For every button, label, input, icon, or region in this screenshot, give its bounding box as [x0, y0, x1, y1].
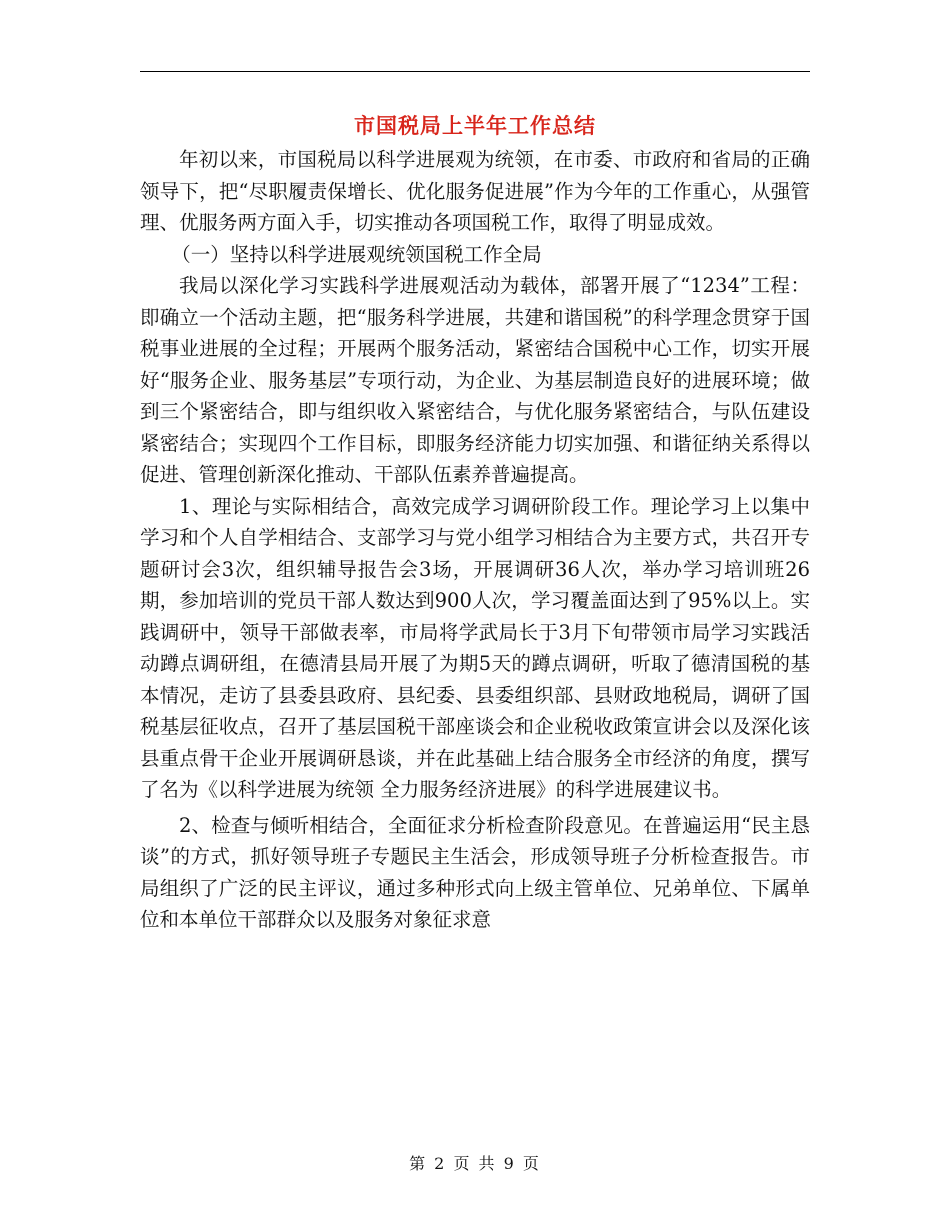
document-title: 市国税局上半年工作总结: [354, 113, 596, 138]
paragraph-inspection-listening: 2、检查与倾听相结合，全面征求分析检查阶段意见。在普遍运用“民主恳谈”的方式，抓好领导班子专题民主生活会，形成领导班子分析检查报告。市局组织了广泛的民主评议，通过多种形式向上级主管单位、兄弟单位、下属单位和本单位干部群众以及服务对象征求意: [140, 813, 810, 931]
paragraph-theory-practice: 1、理论与实际相结合，高效完成学习调研阶段工作。理论学习上以集中学习和个人自学相结合、支部学习与党小组学习相结合为主要方式，共召开专题研讨会3次，组织辅导报告会3场，开展调研36人次，举办学习培训班26期，参加培训的党员干部人数达到900人次，学习覆盖面达到了95%以上。实践调研中，领导干部做表率，市局将学武局长于3月下旬带领市局学习实践活动蹲点调研组，在德清县局开展了为期5天的蹲点调研，听取了德清国税的基本情况，走访了县委县政府、县纪委、县委组织部、县财政地税局，调研了国税基层征收点，召开了基层国税干部座谈会和企业税收政策宣讲会以及深化该县重点骨干企业开展调研恳谈，并在此基础上结合服务全市经济的角度，撰写了名为《以科学进展为统领 全力服务经济进展》的科学进展建议书。: [140, 494, 810, 801]
section-heading: （一）坚持以科学进展观统领国税工作全局: [171, 242, 542, 266]
paragraph-1234-project: 我局以深化学习实践科学进展观活动为载体，部署开展了“1234”工程：即确立一个活动主题，把“服务科学进展，共建和谐国税”的科学理念贯穿于国税事业进展的全过程；开展两个服务活动，紧密结合国税中心工作，切实开展好“服务企业、服务基层”专项行动，为企业、为基层制造良好的进展环境；做到三个紧密结合，即与组织收入紧密结合，与优化服务紧密结合，与队伍建设紧密结合；实现四个工作目标，即服务经济能力切实加强、和谐征纳关系得以促进、管理创新深化推动、干部队伍素养普遍提高。: [140, 274, 810, 486]
paragraph-intro: 年初以来，市国税局以科学进展观为统领，在市委、市政府和省局的正确领导下，把“尽职履责保增长、优化服务促进展”作为今年的工作重心，从强管理、优服务两方面入手，切实推动各项国税工作，取得了明显成效。: [140, 148, 810, 234]
header-rule: [140, 71, 810, 72]
document-body: [140, 108, 810, 936]
document-text: [140, 144, 810, 936]
page-number: 第 2 页 共 9 页: [409, 1154, 541, 1173]
